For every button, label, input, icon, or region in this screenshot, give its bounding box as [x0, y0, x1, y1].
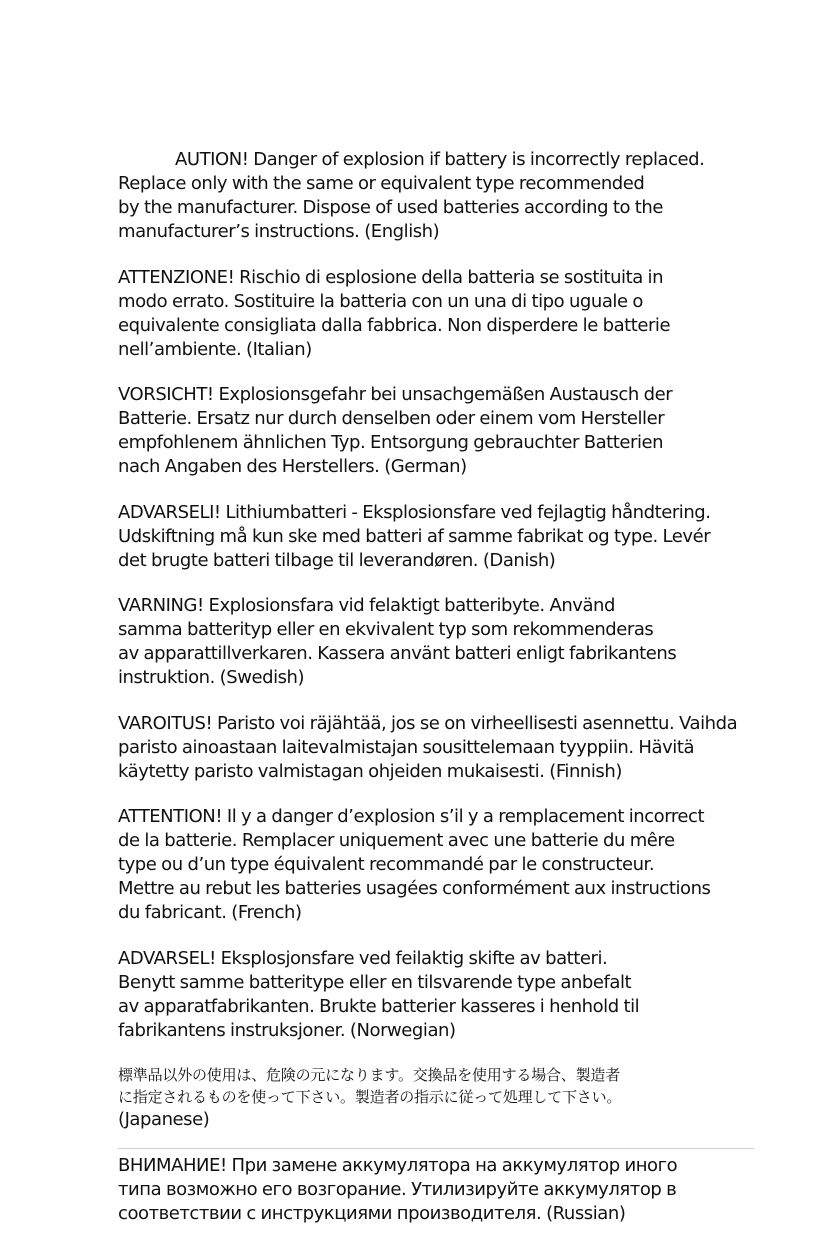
text-line: VARNING! Explosionsfara vid felaktigt batteribyte. Använd — [118, 595, 615, 616]
warning-danish — [118, 501, 758, 573]
text-line: manufacturer’s instructions. (English) — [118, 221, 440, 242]
text-line: に指定されるものを使って下さい。製造者の指示に従って処理して下さい。 — [118, 1088, 622, 1106]
warning-russian — [118, 1154, 758, 1226]
text-line: av apparatfabrikanten. Brukte batterier kasseres i henhold til — [118, 995, 640, 1017]
text-line: fabrikantens instruksjoner. (Norwegian) — [118, 1019, 456, 1041]
text-line: du fabricant. (French) — [118, 902, 302, 923]
text-line: Batterie. Ersatz nur durch denselben oder einem vom Hersteller — [118, 408, 665, 429]
warning-english — [118, 148, 758, 244]
text-line: nell’ambiente. (Italian) — [118, 338, 312, 360]
text-line: equivalente consigliata dalla fabbrica. Non disperdere le batterie — [118, 314, 671, 336]
text-line: ADVARSEL! Eksplosjonsfare ved feilaktig skifte av batteri. — [118, 947, 608, 969]
text-line: by the manufacturer. Dispose of used batteries according to the — [118, 197, 663, 218]
footer-divider — [118, 1148, 754, 1149]
text-line: paristo ainoastaan laitevalmistajan sousittelemaan tyyppiin. Hävitä — [118, 736, 695, 758]
warning-german — [118, 383, 758, 479]
text-line: ATTENZIONE! Rischio di esplosione della batteria se sostituita in — [118, 266, 664, 288]
text-line: Benytt samme batteritype eller en tilsvarende type anbefalt — [118, 971, 632, 993]
text-line: modo errato. Sostituire la batteria con un una di tipo uguale o — [118, 290, 643, 312]
text-line: Mettre au rebut les batteries usagées conformément aux instructions — [118, 878, 711, 899]
text-line: av apparattillverkaren. Kassera använt batteri enligt fabrikantens — [118, 643, 677, 664]
text-line: det brugte batteri tilbage til leverandøren. (Danish) — [118, 549, 556, 571]
warning-swedish — [118, 594, 758, 690]
warning-japanese — [118, 1064, 758, 1132]
text-line: empfohlenem ähnlichen Typ. Entsorgung gebrauchter Batterien — [118, 432, 664, 453]
text-line: instruktion. (Swedish) — [118, 667, 305, 688]
warning-italian — [118, 266, 758, 362]
text-line: nach Angaben des Herstellers. (German) — [118, 456, 467, 477]
text-line: типа возможно его возгорание. Утилизируйте аккумулятор в — [118, 1178, 677, 1200]
warning-french — [118, 805, 758, 925]
text-line: Replace only with the same or equivalent type recommended — [118, 173, 645, 194]
text-line: 標準品以外の使用は、危険の元になります。交換品を使用する場合、製造者 — [118, 1066, 621, 1084]
warning-norwegian — [118, 947, 758, 1043]
text-line: VORSICHT! Explosionsgefahr bei unsachgemäßen Austausch der — [118, 384, 673, 405]
text-line: ATTENTION! Il y a danger d’explosion s’il y a remplacement incorrect — [118, 806, 705, 827]
warning-document — [118, 148, 758, 1247]
text-line: samma batterityp eller en ekvivalent typ som rekommenderas — [118, 619, 654, 640]
text-line: ADVARSELI! Lithiumbatteri - Eksplosionsfare ved fejlagtig håndtering. — [118, 501, 711, 523]
text-line: соответствии с инструкциями производителя. (Russian) — [118, 1202, 626, 1224]
text-line: AUTION! Danger of explosion if battery is incorrectly replaced. — [175, 149, 705, 170]
text-line: VAROITUS! Paristo voi räjähtää, jos se on virheellisesti asennettu. Vaihda — [118, 712, 738, 734]
text-line: type ou d’un type équivalent recommandé par le constructeur. — [118, 854, 655, 875]
language-label: (Japanese) — [118, 1109, 210, 1130]
text-line: de la batterie. Remplacer uniquement avec une batterie du mêre — [118, 830, 675, 851]
text-line: ВНИМАНИЕ! При замене аккумулятора на аккумулятор иного — [118, 1154, 678, 1176]
warning-finnish — [118, 712, 758, 784]
text-line: Udskiftning må kun ske med batteri af samme fabrikat og type. Levér — [118, 525, 711, 547]
text-line: käytetty paristo valmistagan ohjeiden mukaisesti. (Finnish) — [118, 760, 622, 782]
